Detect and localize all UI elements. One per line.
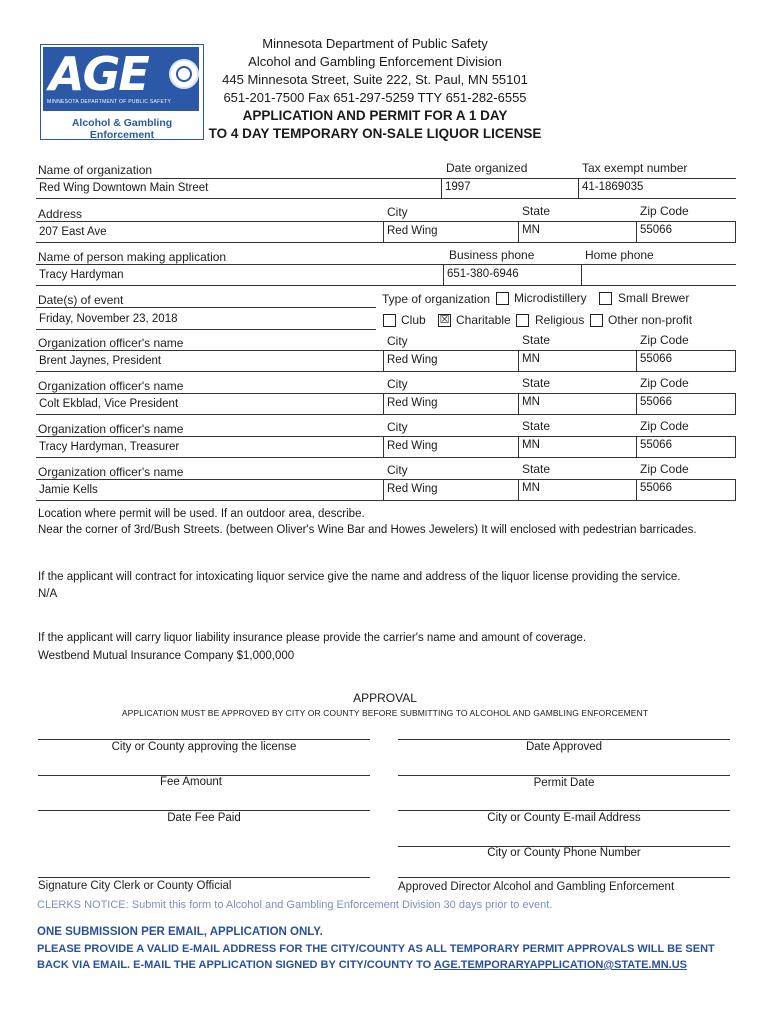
- officer-city-label: City: [387, 463, 408, 477]
- officer-city-field[interactable]: Red Wing: [387, 483, 438, 495]
- officer-zip-field[interactable]: 55066: [640, 482, 672, 494]
- applicant-name-field[interactable]: Tracy Hardyman: [39, 269, 124, 281]
- tax-exempt-label: Tax exempt number: [582, 161, 688, 175]
- officer-city-label: City: [387, 420, 408, 434]
- age-logo: [40, 44, 204, 140]
- officer-name-field[interactable]: Jamie Kells: [39, 484, 98, 496]
- officer-zip-label: Zip Code: [640, 462, 689, 476]
- city-county-approving-label: City or County approving the license: [111, 741, 297, 753]
- tax-exempt-field[interactable]: 41-1869035: [582, 181, 644, 193]
- officer-city-field[interactable]: Red Wing: [387, 354, 438, 366]
- approval-title: APPROVAL: [353, 691, 417, 705]
- mn-seal-icon: [169, 59, 199, 89]
- signature-director-label: Approved Director Alcohol and Gambling Enforcement: [398, 881, 675, 893]
- officer-city-field[interactable]: Red Wing: [387, 440, 438, 452]
- applicant-name-label: Name of person making application: [38, 250, 227, 264]
- insurance-question: If the applicant will carry liquor liability insurance please provide the carrier's name and amount of coverage.: [38, 632, 587, 644]
- officer-state-label: State: [522, 419, 551, 433]
- org-name-field[interactable]: Red Wing Downtown Main Street: [39, 182, 209, 194]
- microdistillery-label: Microdistillery: [514, 291, 587, 305]
- form-title-line1: APPLICATION AND PERMIT FOR A 1 DAY: [242, 108, 508, 123]
- officer-zip-field[interactable]: 55066: [640, 439, 672, 451]
- officer-state-label: State: [522, 333, 551, 347]
- header-department: Minnesota Department of Public Safety: [262, 36, 488, 51]
- officer-name-label: Organization officer's name: [38, 336, 184, 350]
- contract-answer[interactable]: N/A: [38, 588, 58, 600]
- org-type-label: Type of organization: [382, 292, 491, 306]
- submission-notice-1: ONE SUBMISSION PER EMAIL, APPLICATION ONLY.: [37, 926, 323, 938]
- date-fee-paid-label: Date Fee Paid: [167, 812, 241, 824]
- other-nonprofit-label: Other non-profit: [608, 313, 693, 327]
- religious-checkbox[interactable]: [516, 314, 529, 327]
- date-organized-field[interactable]: 1997: [445, 181, 471, 193]
- home-phone-label: Home phone: [585, 248, 654, 262]
- approval-note: APPLICATION MUST BE APPROVED BY CITY OR COUNTY BEFORE SUBMITTING TO ALCOHOL AND GAMBLING ENFORCEMENT: [121, 708, 649, 718]
- event-dates-field[interactable]: Friday, November 23, 2018: [39, 313, 178, 325]
- submission-notice-2: PLEASE PROVIDE A VALID E-MAIL ADDRESS FOR THE CITY/COUNTY AS ALL TEMPORARY PERMIT APPROVALS WILL BE SENT: [37, 943, 715, 955]
- permit-date-label: Permit Date: [533, 777, 595, 789]
- address-city-field[interactable]: Red Wing: [387, 225, 438, 237]
- address-state-field[interactable]: MN: [522, 224, 540, 236]
- address-label: Address: [38, 207, 83, 221]
- address-city-label: City: [387, 205, 408, 219]
- officer-name-label: Organization officer's name: [38, 422, 184, 436]
- contract-question: If the applicant will contract for intoxicating liquor service give the name and address of the liquor license providing the service.: [38, 571, 681, 583]
- microdistillery-checkbox[interactable]: [496, 292, 509, 305]
- officer-zip-field[interactable]: 55066: [640, 396, 672, 408]
- header-address: 445 Minnesota Street, Suite 222, St. Paul, MN 55101: [222, 72, 528, 87]
- address-zip-label: Zip Code: [640, 204, 689, 218]
- header-phones: 651-201-7500 Fax 651-297-5259 TTY 651-282-6555: [223, 90, 527, 105]
- officer-name-label: Organization officer's name: [38, 379, 184, 393]
- date-approved-label: Date Approved: [525, 741, 603, 753]
- location-question: Location where permit will be used. If an outdoor area, describe.: [38, 508, 365, 520]
- officer-zip-field[interactable]: 55066: [640, 353, 672, 365]
- officer-city-label: City: [387, 377, 408, 391]
- officer-state-field[interactable]: MN: [522, 353, 540, 365]
- officer-state-field[interactable]: MN: [522, 396, 540, 408]
- business-phone-field[interactable]: 651-380-6946: [447, 268, 519, 280]
- date-organized-label: Date organized: [446, 161, 528, 175]
- city-county-phone-label: City or County Phone Number: [487, 847, 641, 859]
- small-brewer-label: Small Brewer: [618, 291, 690, 305]
- officer-zip-label: Zip Code: [640, 376, 689, 390]
- officer-name-label: Organization officer's name: [38, 465, 184, 479]
- officer-state-label: State: [522, 462, 551, 476]
- officer-city-label: City: [387, 334, 408, 348]
- submission-notice-3-text: BACK VIA EMAIL. E-MAIL THE APPLICATION SIGNED BY CITY/COUNTY TO: [37, 959, 434, 971]
- logo-division-label: Alcohol & Gambling Enforcement: [71, 117, 173, 141]
- charitable-label: Charitable: [456, 313, 511, 327]
- officer-name-field[interactable]: Brent Jaynes, President: [39, 355, 162, 367]
- location-answer[interactable]: Near the corner of 3rd/Bush Streets. (between Oliver's Wine Bar and Howes Jewelers) It will enclosed with pedestrian barricades.: [38, 524, 697, 536]
- officer-zip-label: Zip Code: [640, 333, 689, 347]
- address-field[interactable]: 207 East Ave: [39, 226, 107, 238]
- submission-email-link[interactable]: AGE.TEMPORARYAPPLICATION@STATE.MN.US: [433, 959, 687, 971]
- small-brewer-checkbox[interactable]: [599, 292, 612, 305]
- officer-name-field[interactable]: Tracy Hardyman, Treasurer: [39, 441, 180, 453]
- logo-subtitle: MINNESOTA DEPARTMENT OF PUBLIC SAFETY: [47, 99, 172, 105]
- club-label: Club: [401, 313, 426, 327]
- city-county-email-label: City or County E-mail Address: [487, 812, 641, 824]
- signature-clerk-label: Signature City Clerk or County Official: [38, 880, 232, 892]
- insurance-answer[interactable]: Westbend Mutual Insurance Company $1,000,000: [38, 650, 295, 662]
- logo-brand-text: AGE: [49, 47, 148, 101]
- religious-label: Religious: [535, 313, 585, 327]
- org-name-label: Name of organization: [38, 163, 153, 177]
- charitable-checkbox[interactable]: ☒: [439, 314, 450, 326]
- header-division: Alcohol and Gambling Enforcement Division: [248, 54, 502, 69]
- fee-amount-label: Fee Amount: [159, 776, 222, 788]
- address-state-label: State: [522, 204, 551, 218]
- club-checkbox[interactable]: [383, 314, 396, 327]
- form-title-line2: TO 4 DAY TEMPORARY ON-SALE LIQUOR LICENSE: [208, 126, 542, 141]
- submission-notice-3: [37, 959, 687, 971]
- officer-zip-label: Zip Code: [640, 419, 689, 433]
- address-zip-field[interactable]: 55066: [640, 224, 672, 236]
- other-nonprofit-checkbox[interactable]: [590, 314, 603, 327]
- business-phone-label: Business phone: [449, 248, 535, 262]
- event-dates-label: Date(s) of event: [38, 293, 124, 307]
- officer-state-field[interactable]: MN: [522, 482, 540, 494]
- officer-name-field[interactable]: Colt Ekblad, Vice President: [39, 398, 179, 410]
- officer-city-field[interactable]: Red Wing: [387, 397, 438, 409]
- officer-state-label: State: [522, 376, 551, 390]
- officer-state-field[interactable]: MN: [522, 439, 540, 451]
- clerks-notice: CLERKS NOTICE: Submit this form to Alcohol and Gambling Enforcement Division 30 days prior to event.: [37, 899, 553, 911]
